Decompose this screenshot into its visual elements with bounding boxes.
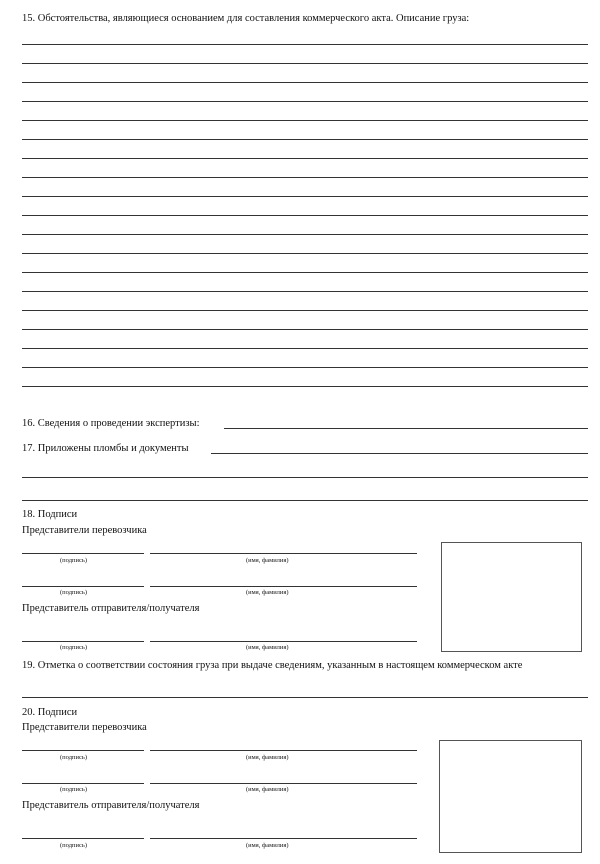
description-line[interactable] [22,367,588,368]
section-20-sender-label: Представитель отправителя/получателя [22,800,200,811]
attachments-extra-line[interactable] [22,477,588,478]
description-line[interactable] [22,196,588,197]
name-caption: (имя, фамилия) [246,842,289,849]
name-caption: (имя, фамилия) [246,786,289,793]
signature-caption: (подпись) [60,644,87,651]
description-line[interactable] [22,63,588,64]
description-line[interactable] [22,348,588,349]
attachments-input-line[interactable] [211,453,588,454]
description-line[interactable] [22,234,588,235]
carrier-1-signature-line[interactable] [22,553,144,554]
description-line[interactable] [22,139,588,140]
description-line[interactable] [22,329,588,330]
description-line[interactable] [22,82,588,83]
description-line[interactable] [22,215,588,216]
signature-caption: (подпись) [60,589,87,596]
description-line[interactable] [22,158,588,159]
description-line[interactable] [22,177,588,178]
section-20-carrier-label: Представители перевозчика [22,722,147,733]
description-line[interactable] [22,44,588,45]
description-line[interactable] [22,386,588,387]
cargo-condition-line[interactable] [22,697,588,698]
carrier-2-signature-line[interactable] [22,783,144,784]
name-caption: (имя, фамилия) [246,557,289,564]
carrier-1-name-line[interactable] [150,553,417,554]
section-18-title: 18. Подписи [22,509,78,520]
carrier-1-name-line[interactable] [150,750,417,751]
section-16-label: 16. Сведения о проведении экспертизы: [22,418,200,429]
signature-caption: (подпись) [60,557,87,564]
description-line[interactable] [22,291,588,292]
section-18-carrier-label: Представители перевозчика [22,525,147,536]
section-20-title: 20. Подписи [22,707,78,718]
signature-caption: (подпись) [60,786,87,793]
description-line[interactable] [22,101,588,102]
name-caption: (имя, фамилия) [246,644,289,651]
description-line[interactable] [22,272,588,273]
section-15-title: 15. Обстоятельства, являющиеся основанием для составления коммерческого акта. Описание груза: [22,13,470,24]
description-line[interactable] [22,310,588,311]
sender-signature-line[interactable] [22,641,144,642]
attachments-extra-line[interactable] [22,500,588,501]
sender-signature-line[interactable] [22,838,144,839]
section-19-label: 19. Отметка о соответствии состояния груза при выдаче сведениям, указанным в настоящем коммерческом акте [22,660,523,671]
description-line[interactable] [22,120,588,121]
signature-caption: (подпись) [60,754,87,761]
sender-name-line[interactable] [150,838,417,839]
stamp-box [441,542,582,652]
name-caption: (имя, фамилия) [246,589,289,596]
name-caption: (имя, фамилия) [246,754,289,761]
carrier-2-name-line[interactable] [150,586,417,587]
stamp-box [439,740,582,853]
section-17-label: 17. Приложены пломбы и документы [22,443,189,454]
section-18-sender-label: Представитель отправителя/получателя [22,603,200,614]
signature-caption: (подпись) [60,842,87,849]
carrier-2-signature-line[interactable] [22,586,144,587]
carrier-2-name-line[interactable] [150,783,417,784]
description-line[interactable] [22,253,588,254]
sender-name-line[interactable] [150,641,417,642]
expertise-input-line[interactable] [224,428,588,429]
carrier-1-signature-line[interactable] [22,750,144,751]
